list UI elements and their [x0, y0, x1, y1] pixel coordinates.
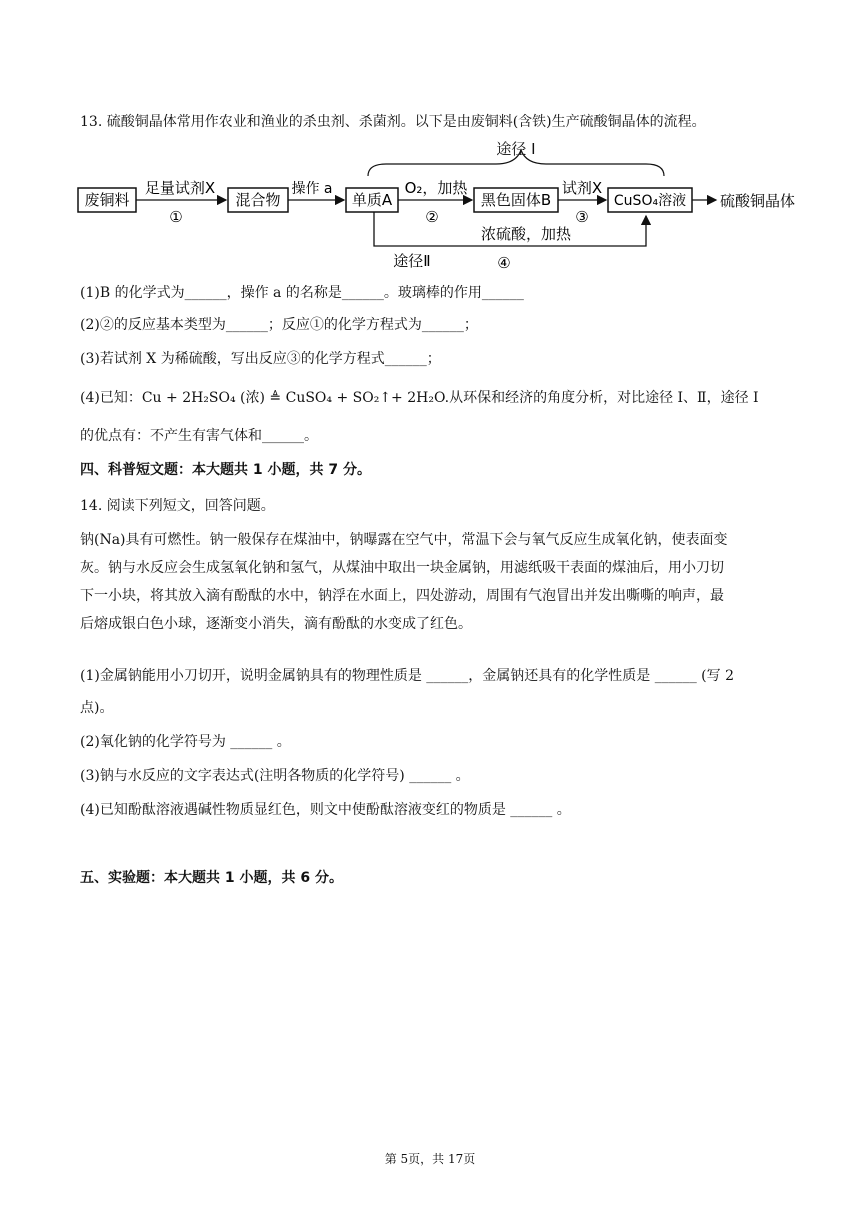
- q14-sub2: (2)氧化钠的化学符号为 ______ 。: [80, 734, 291, 750]
- arrow3-number: ②: [425, 208, 439, 226]
- bypass-number: ④: [497, 254, 511, 272]
- final-product: 硫酸铜晶体: [720, 192, 796, 210]
- q13-sub2: (2)②的反应基本类型为______；反应①的化学方程式为______；: [80, 317, 478, 333]
- box-waste-copper-label: 废铜料: [84, 191, 130, 209]
- section-5-heading: 五、实验题：本大题共 1 小题，共 6 分。: [80, 870, 343, 886]
- page-footer: 第 5页，共 17页: [384, 1152, 476, 1166]
- q13-sub1: (1)B 的化学式为______，操作 a 的名称是______。玻璃棒的作用______: [80, 285, 524, 301]
- q13-sub4-line2: 的优点有：不产生有害气体和______。: [80, 428, 318, 444]
- box-black-solid-b-label: 黑色固体B: [480, 191, 552, 209]
- q13-stem: 13. 硫酸铜晶体常用作农业和渔业的杀虫剂、杀菌剂。以下是由废铜料(含铁)生产硫酸铜晶体的流程。: [80, 114, 706, 130]
- arrow1-number: ①: [169, 208, 183, 226]
- box-cuso4-solution-label: CuSO₄溶液: [613, 193, 687, 209]
- q14-sub3: (3)钠与水反应的文字表达式(注明各物质的化学符号) ______ 。: [80, 768, 470, 784]
- box-element-a-label: 单质A: [351, 191, 393, 209]
- q14-passage: [80, 526, 780, 638]
- passage-line-3: 下一小块，将其放入滴有酚酞的水中，钠浮在水面上，四处游动，周围有气泡冒出并发出嘶嘶的响声，最: [80, 588, 724, 604]
- box-mixture-label: 混合物: [235, 191, 281, 209]
- q14-stem: 14. 阅读下列短文，回答问题。: [80, 498, 275, 514]
- passage-line-2: 灰。钠与水反应会生成氢氧化钠和氢气，从煤油中取出一块金属钠，用滤纸吸干表面的煤油后，用小刀切: [80, 560, 724, 576]
- arrow4-number: ③: [575, 208, 589, 226]
- passage-line-4: 后熔成银白色小球，逐渐变小消失，滴有酚酞的水变成了红色。: [80, 616, 472, 632]
- bypass-condition: 浓硫酸，加热: [480, 225, 572, 243]
- arrow3-condition: O₂，加热: [404, 179, 468, 197]
- path1-label: 途径 I: [496, 140, 536, 158]
- q13-sub4-line1: (4)已知：Cu + 2H₂SO₄ (浓) ≜ CuSO₄ + SO₂↑+ 2H₂O.从环保和经济的角度分析，对比途径 I、Ⅱ，途径 I: [80, 390, 759, 406]
- q14-sub1-line1: (1)金属钠能用小刀切开，说明金属钠具有的物理性质是 ______，金属钠还具有的化学性质是 ______ (写 2: [80, 668, 734, 684]
- arrow1-reagent: 足量试剂X: [144, 179, 216, 197]
- flow-diagram: [76, 138, 796, 274]
- path2-label: 途径Ⅱ: [393, 252, 431, 270]
- q14-sub1-line2: 点)。: [80, 700, 114, 716]
- arrow4-reagent: 试剂X: [561, 179, 603, 197]
- section-4-heading: 四、科普短文题：本大题共 1 小题，共 7 分。: [80, 462, 371, 478]
- q13-sub3: (3)若试剂 X 为稀硫酸，写出反应③的化学方程式______；: [80, 351, 441, 367]
- q14-sub4: (4)已知酚酞溶液遇碱性物质显红色，则文中使酚酞溶液变红的物质是 ______ 。: [80, 802, 571, 818]
- arrow2-operation: 操作 a: [291, 181, 333, 197]
- passage-line-1: 钠(Na)具有可燃性。钠一般保存在煤油中，钠曝露在空气中，常温下会与氧气反应生成氧化钠，使表面变: [80, 532, 728, 548]
